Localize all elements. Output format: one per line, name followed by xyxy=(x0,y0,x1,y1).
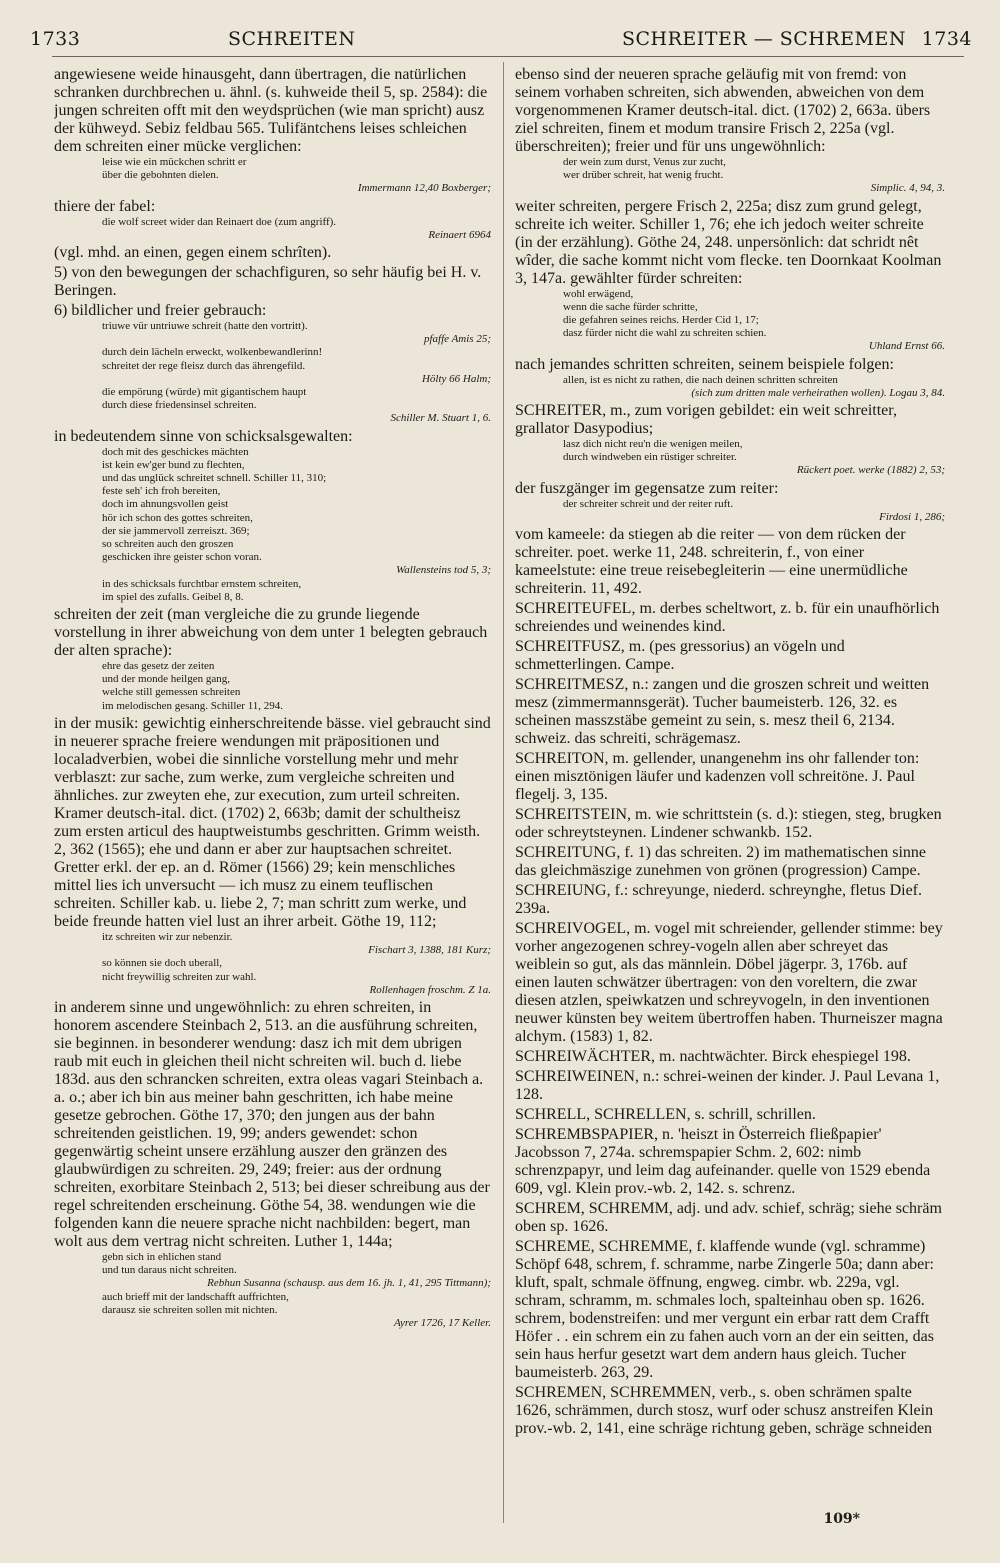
running-head-right: SCHREITER — SCHREMEN xyxy=(622,28,906,50)
paragraph: in der musik: gewichtig einherschreitende bässe. viel gebraucht sind in neuerer sprache freiere wendungen mit präpositionen und localadverbien, wobei die sinnliche vorstellung mehr und mehr verblaszt: zur sache, zum werke, zum vergleiche schreiten und ähnliches. zur zweyten ehe, zur execution, zum urteil schreiten. Kramer deutsch-ital. dict. (1702) 2, 663b; damit der schultheisz zum ersten articul des hauptweistumbs geschritten. Grimm weisth. 2, 362 (1565); ehe und dann er aber zur hauptsachen schreitet. Gretter erkl. der ep. an d. Römer (1566) 29; kein menschliches mittel lies ich unversucht — ich musz zu einem teuflischen schreiten. Schiller kab. u. liebe 2, 7; man schritt zum werke, und beide freunde hatten viel lust an ihrer arbeit. Göthe 19, 112; xyxy=(54,714,491,930)
citation: pfaffe Amis 25; xyxy=(423,333,491,346)
citation: Hölty 66 Halm; xyxy=(421,372,491,385)
running-head-left: SCHREITEN xyxy=(228,28,356,50)
quotation-line: itz schreiten wir zur nebenzir. xyxy=(102,930,233,943)
header-rule xyxy=(52,56,964,57)
citation: Simplic. 4, 94, 3. xyxy=(870,182,945,195)
quotation-line: im melodischen gesang. Schiller 11, 294. xyxy=(102,699,284,712)
paragraph: in bedeutendem sinne von schicksalsgewalten: xyxy=(54,427,353,445)
quotation-line: allen, ist es nicht zu rathen, die nach deinen schritten schreiten xyxy=(563,373,838,386)
quotation-line: und der monde heilgen gang, xyxy=(102,673,230,686)
citation: Firdosi 1, 286; xyxy=(879,510,945,523)
dictionary-entry: SCHREIWÄCHTER, m. nachtwächter. Birck ehespiegel 198. xyxy=(515,1048,911,1066)
citation: Immermann 12,40 Boxberger; xyxy=(357,182,491,195)
paragraph: weiter schreiten, pergere Frisch 2, 225a; disz zum grund gelegt, schreite ich weiter. Schiller 1, 76; ehe ich jedoch weiter schreite (in der erzählung). Göthe 24, 248. unpersönlich: dat schridt nêt wîder, die sache kommt nicht vom flecke. ten Doornkaat Koolman 3, 147a. gewählter fürder schreiten: xyxy=(515,197,942,287)
quotation-line: darausz sie schreiten sollen mit nichten. xyxy=(102,1303,278,1316)
citation: Wallensteins tod 5, 3; xyxy=(396,564,491,577)
quotation-line: feste seh' ich froh bereiten, xyxy=(102,485,221,498)
quotation-line: triuwe vür untriuwe schreit (hatte den vortritt). xyxy=(102,320,308,333)
quotation-line: doch im ahnungsvollen geist xyxy=(102,498,229,511)
quotation-line: durch diese friedensinsel schreiten. xyxy=(102,399,257,412)
quotation-line: auch brieff mit der landschafft auffrichten, xyxy=(102,1290,289,1303)
page-number-right: 1734 xyxy=(921,28,972,50)
dictionary-entry: SCHREMBSPAPIER, n. 'heiszt in Österreich fließpapier' Jacobsson 7, 274a. schremspapier Schm. 2, 602: nimb schrenzpapyr, und leim dag aufeinander. quelle von 1529 ebenda 609, vgl. Klein prov.-wb. 2, 142. s. schrenz. xyxy=(515,1126,931,1198)
quotation-line: leise wie ein mückchen schritt er xyxy=(102,156,247,168)
quotation-line: lasz dich nicht reu'n die wenigen meilen, xyxy=(563,438,743,451)
signature-mark: 109* xyxy=(823,1511,860,1527)
citation: Rollenhagen froschm. Z 1a. xyxy=(369,983,491,996)
dictionary-entry: SCHREIWEINEN, n.: schrei-weinen der kinder. J. Paul Levana 1, 128. xyxy=(515,1068,940,1104)
quotation-line: welche still gemessen schreiten xyxy=(102,686,241,699)
quotation-line: so schreiten auch den groszen xyxy=(102,538,234,551)
dictionary-entry: SCHREITON, m. gellender, unangenehm ins ohr fallender ton: einen misztönigen läufer und kadenzen voll schreitöne. J. Paul flegelj. 3, 135. xyxy=(515,750,920,804)
quotation-line: gebn sich in ehlichen stand xyxy=(102,1250,222,1263)
quotation-line: wenn die sache fürder schritte, xyxy=(563,300,698,313)
quotation-line: nicht freywillig schreiten zur wahl. xyxy=(102,970,257,983)
paragraph: in anderem sinne und ungewöhnlich: zu ehren schreiten, in honorem ascendere Steinbach 2, 513. an die ausführung schreiten, sie beginnen. in besonderer wendung: dasz ich mit dem ubrigen raub mit euch in gleichen theil nicht schreiten wil. buch d. liebe 183d. aus den schrancken schreiten, extra oleas vagari Steinbach a. a. o.; aber ich bin aus meiner bahn geschritten, ich habe meine gesetze gebrochen. Göthe 17, 370; den jungen aus der bahn schreitenden geistlichen. 19, 99; anders gewendet: schon gegenwärtig scheint unsere erzählung auszer den gränzen des glaubwürdigen zu schreiten. 29, 249; freier: aus der ordnung schreiten, exorbitare Steinbach 2, 513; bei dieser schreibung aus der regel schreitenden erscheinung. Göthe 54, 38. wendungen wie die folgenden kann die neuere sprache nicht nachbilden: begert, man wolt aus dem vertrag nicht schreiten. Luther 1, 144a; xyxy=(54,998,490,1250)
paragraph: vom kameele: da stiegen ab die reiter — von dem rücken der schreiter. poet. werke 11, 248. schreiterin, f., von einer kameelstute: eine treue reisebegleiterin — eine unermüdliche schreiterin. 11, 492. xyxy=(515,526,908,598)
dictionary-entry: SCHREME, SCHREMME, f. klaffende wunde (vgl. schramme) Schöpf 648, schrem, f. schramme, narbe Zingerle 50a; dann aber: kluft, spalt, schmale öffnung, engweg. cimbr. wb. 229a, vgl. schram, schramm, m. schmales loch, spalteinhau oben sp. 1626. schrem, bodenstreifen: und mer vergunt ein erbar ratt dem Crafft Höfer . . ein schrem ein zu fahen auch vorn an der ein seitten, das sein haus herfur gesetzt wart dem andern haus gleich. Tucher baumeisterb. 263, 29. xyxy=(515,1238,934,1382)
quotation-line: wer drüber schreit, hat wenig frucht. xyxy=(563,169,724,182)
dictionary-entry: SCHREMEN, SCHREMMEN, verb., s. oben schrämen spalte 1626, schrämmen, durch stosz, wurf oder schusz anstreifen Klein prov.-wb. 2, 141, eine schräge richtung geben, schräge schneiden xyxy=(515,1384,934,1438)
quotation-line: ehre das gesetz der zeiten xyxy=(102,660,215,673)
paragraph: ebenso sind der neueren sprache geläufig mit von fremd: von seinem vorhaben schreiten, sich abwenden, abweichen von dem vorgenommenen Kramer deutsch-ital. dict. (1702) 2, 663a. übers ziel schreiten, finem et modum transire Frisch 2, 225a (vgl. überschreiten); freier und für uns ungewöhnlich: xyxy=(515,66,931,155)
quotation-line: dasz fürder nicht die wahl zu schreiten schien. xyxy=(563,327,767,340)
dictionary-entry: SCHREITMESZ, n.: zangen und die groszen schreit und weitten mesz (zimmermannsgerät). Tucher baumeisterb. 126, 32. es scheinen masszstäbe gemeint zu sein, s. mesz theil 6, 2134. schweiz. das schreiti, schrägemasz. xyxy=(515,676,930,748)
dictionary-entry: SCHRELL, SCHRELLEN, s. schrill, schrillen. xyxy=(515,1106,816,1124)
paragraph: 5) von den bewegungen der schachfiguren, so sehr häufig bei H. v. Beringen. xyxy=(54,264,482,300)
citation: Rückert poet. werke (1882) 2, 53; xyxy=(796,464,945,477)
citation: Reinaert 6964 xyxy=(428,228,491,241)
page-header xyxy=(30,28,972,58)
paragraph: nach jemandes schritten schreiten, seinem beispiele folgen: xyxy=(515,355,894,373)
quotation-line: schreitet der rege fleisz durch das ährengefild. xyxy=(102,359,306,372)
paragraph: thiere der fabel: xyxy=(54,197,156,215)
quotation-line: und tun daraus nicht schreiten. xyxy=(102,1264,237,1277)
quotation-line: doch mit des geschickes mächten xyxy=(102,445,249,458)
dictionary-entry: SCHREIUNG, f.: schreyunge, niederd. schreynghe, fletus Dief. 239a. xyxy=(515,882,923,918)
quotation-line: durch dein lächeln erweckt, wolkenbewandlerinn! xyxy=(102,346,323,359)
right-column xyxy=(515,64,945,1542)
dictionary-entry: SCHREITFUSZ, m. (pes gressorius) an vögeln und schmetterlingen. Campe. xyxy=(515,638,845,674)
dictionary-entry: SCHREIVOGEL, m. vogel mit schreiender, gellender stimme: bey vorher angezogenen schrey-vogeln allen aber schreyet das weiblein so gut, als das männlein. Döbel jägerpr. 3, 176b. auf einen lauten schwätzer übertragen: von den voreltern, die zwar diesen atzlen, speiwkatzen und schreyvogeln, in den inventionen neuwer künsten bey weitem übertroffen haben. Thurneiszer magna alchym. (1583) 1, 82. xyxy=(515,920,943,1046)
paragraph: der fuszgänger im gegensatze zum reiter: xyxy=(515,479,779,497)
paragraph: schreiten der zeit (man vergleiche die zu grunde liegende vorstellung in ihrer abweichung von dem unter 1 belegten gebrauch der alten sprache): xyxy=(54,606,488,660)
citation: Rebhun Susanna (schausp. aus dem 16. jh. 1, 41, 295 Tittmann); xyxy=(207,1277,491,1290)
quotation-line: die gefahren seines reichs. Herder Cid 1, 17; xyxy=(563,314,759,327)
quotation-line: über die gebohnten dielen. xyxy=(102,169,219,182)
dictionary-entry: SCHREITEUFEL, m. derbes scheltwort, z. b. für ein unaufhörlich schreiendes und weinendes kind. xyxy=(515,600,940,636)
quotation-line: der sie jammervoll zerreiszt. 369; xyxy=(102,524,250,537)
paragraph: angewiesene weide hinausgeht, dann übertragen, die natürlichen schranken durchbrechen u. ähnl. (s. kuhweide theil 5, sp. 2584): die jungen schreiten offt mit den weydsprüchen (wie man spricht) ausz der kühweyd. Sebiz feldbau 565. Tulifäntchens leises schleichen dem schreiten einer mücke verglichen: xyxy=(54,66,488,155)
quotation-line: durch windweben ein rüstiger schreiter. xyxy=(563,451,737,464)
citation: Fischart 3, 1388, 181 Kurz; xyxy=(368,944,491,957)
quotation-line: der schreiter schreit und der reiter ruft. xyxy=(563,497,734,510)
citation: (sich zum dritten male verheirathen wollen). Logau 3, 84. xyxy=(691,386,945,399)
quotation-line: der wein zum durst, Venus zur zucht, xyxy=(563,156,726,168)
quotation-line: ist kein ew'ger bund zu flechten, xyxy=(102,458,245,471)
paragraph: (vgl. mhd. an einen, gegen einem schrîten). xyxy=(54,244,332,262)
quotation-line: hör ich schon des gottes schreiten, xyxy=(102,511,253,524)
quotation-line: geschicken ihre geister schon voran. xyxy=(102,551,262,564)
paragraph: 6) bildlicher und freier gebrauch: xyxy=(54,302,267,320)
quotation-line: so können sie doch uberall, xyxy=(102,957,223,970)
dictionary-entry: SCHREITUNG, f. 1) das schreiten. 2) im mathematischen sinne das gleichmäszige zunehmen von grönen (progression) Campe. xyxy=(515,844,927,880)
citation: Schiller M. Stuart 1, 6. xyxy=(390,412,491,425)
citation: Uhland Ernst 66. xyxy=(868,340,945,353)
quotation-line: und das unglück schreitet schnell. Schiller 11, 310; xyxy=(102,472,327,485)
quotation-line: die wolf screet wider dan Reinaert doe (zum angriff). xyxy=(102,215,337,228)
dictionary-entry: SCHREITSTEIN, m. wie schrittstein (s. d.): stiegen, steg, brugken oder schreytsteynen. Lindener schwankb. 152. xyxy=(515,806,942,842)
page-number-left: 1733 xyxy=(30,28,81,50)
citation: Ayrer 1726, 17 Keller. xyxy=(393,1316,491,1329)
dictionary-entry: SCHREITER, m., zum vorigen gebildet: ein weit schreitter, grallator Dasypodius; xyxy=(515,402,897,438)
quotation-line: im spiel des zufalls. Geibel 8, 8. xyxy=(102,590,244,603)
column-divider xyxy=(503,62,504,1523)
dictionary-entry: SCHREM, SCHREMM, adj. und adv. schief, schräg; siehe schräm oben sp. 1626. xyxy=(515,1200,942,1236)
left-column xyxy=(54,64,491,1542)
quotation-line: wohl erwägend, xyxy=(563,287,634,300)
quotation-line: in des schicksals furchtbar ernstem schreiten, xyxy=(102,577,302,590)
quotation-line: die empörung (würde) mit gigantischem haupt xyxy=(102,386,307,399)
